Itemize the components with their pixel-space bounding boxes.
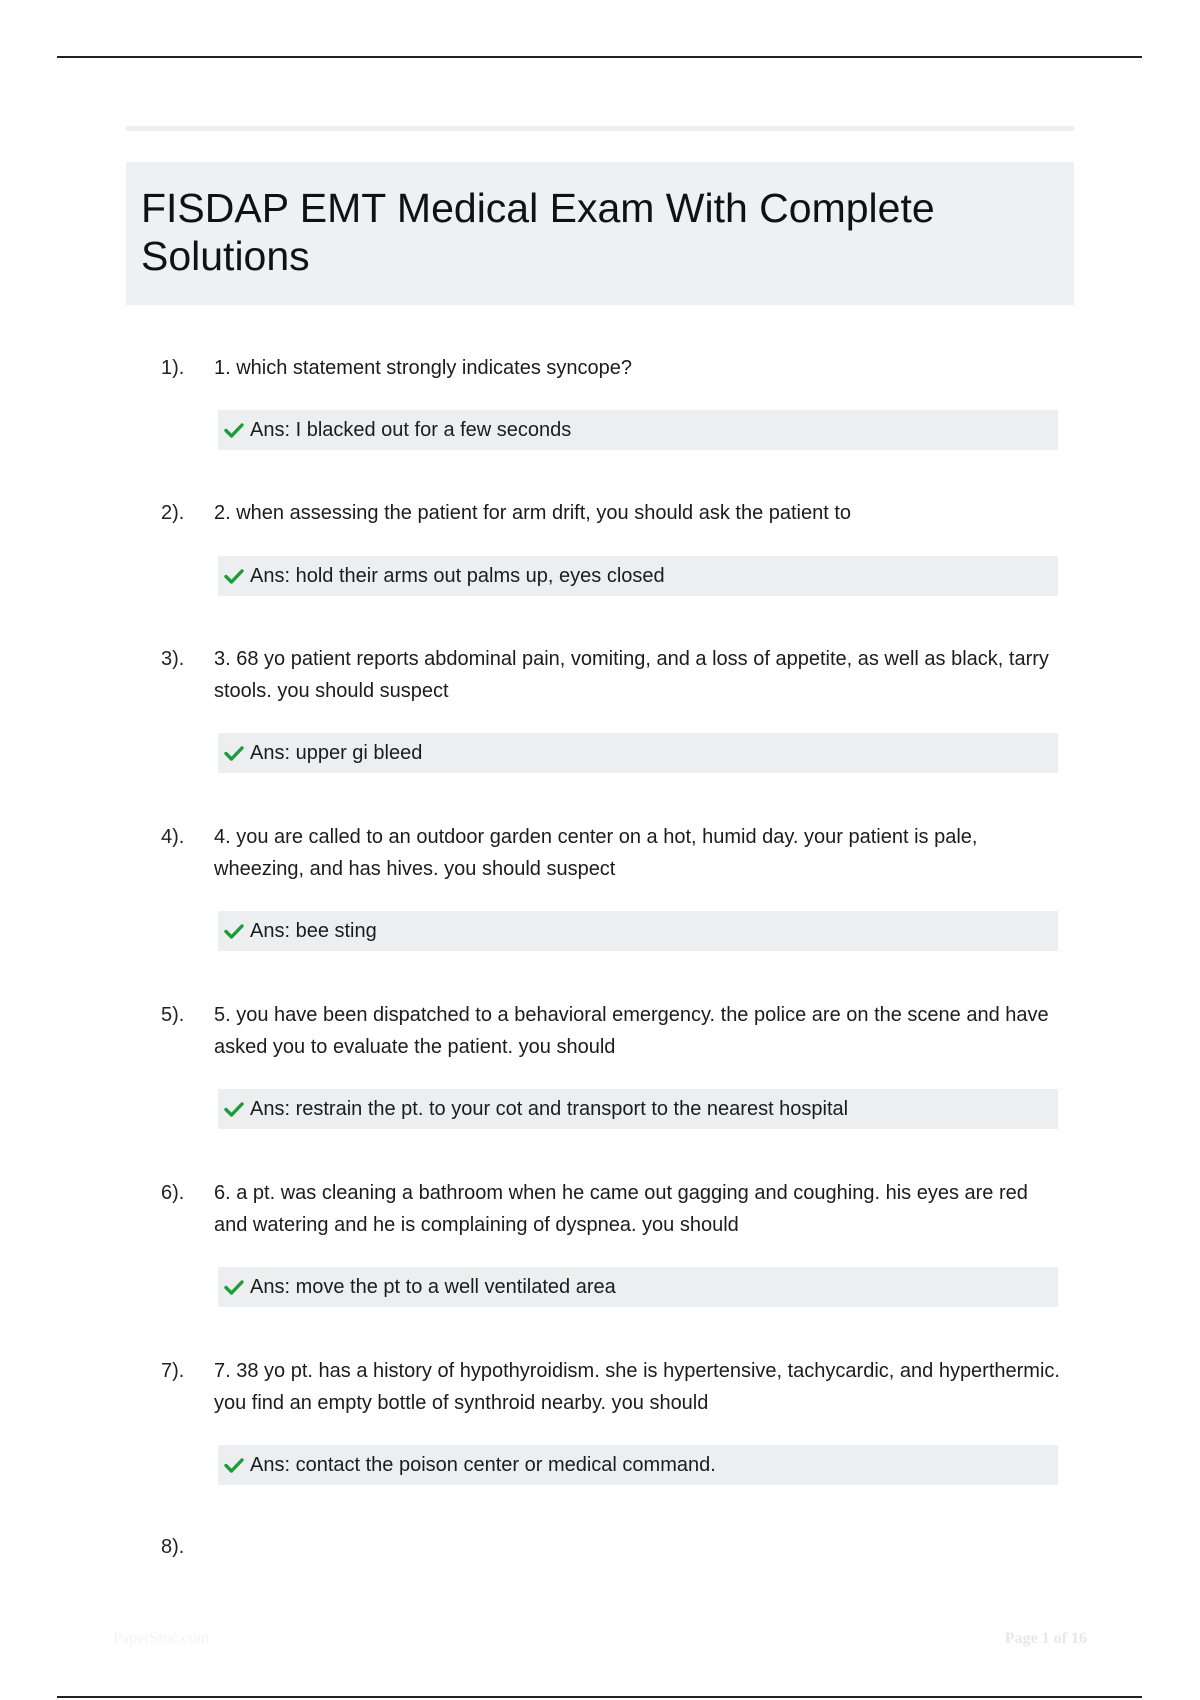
question-number: 4). [161,826,185,848]
question-text: 3. 68 yo patient reports abdominal pain, vomiting, and a loss of appetite, as well as black, tarry stools. you should suspect [214,648,1049,702]
answer-box [218,911,1058,951]
answer-text: Ans: move the pt to a well ventilated area [250,1275,616,1298]
page-indicator: Page 1 of 16 [1004,1630,1087,1647]
answer-box [218,1445,1058,1485]
bottom-page-rule [57,1696,1142,1698]
question-number: 3). [161,648,185,670]
footer-watermark: PaperStoc.com [113,1630,210,1647]
question-number: 6). [161,1182,185,1204]
check-icon [224,1099,244,1119]
answer-box [218,733,1058,773]
answer-text: Ans: I blacked out for a few seconds [250,418,572,441]
title-banner [126,162,1074,305]
question-number: 5). [161,1004,185,1026]
check-icon [224,1277,244,1297]
answer-text: Ans: restrain the pt. to your cot and transport to the nearest hospital [250,1097,849,1120]
check-icon [224,1455,244,1475]
question-text: 6. a pt. was cleaning a bathroom when he came out gagging and coughing. his eyes are red and watering and he is complaining of dyspnea. you should [214,1182,1028,1236]
top-page-rule [57,56,1142,58]
question-number: 2). [161,502,185,524]
answer-text: Ans: bee sting [250,919,377,942]
answer-text: Ans: contact the poison center or medical command. [250,1453,716,1476]
answer-box [218,1089,1058,1129]
check-icon [224,921,244,941]
question-text: 7. 38 yo pt. has a history of hypothyroidism. she is hypertensive, tachycardic, and hyperthermic. you find an empty bottle of synthroid nearby. you should [214,1360,1060,1414]
check-icon [224,420,244,440]
question-number: 7). [161,1360,185,1382]
check-icon [224,566,244,586]
check-icon [224,743,244,763]
header-divider [126,126,1074,131]
question-text: 4. you are called to an outdoor garden center on a hot, humid day. your patient is pale, wheezing, and has hives. you should suspect [214,826,978,880]
question-number: 8). [161,1536,185,1558]
answer-box [218,556,1058,596]
answer-box [218,1267,1058,1307]
answer-text: Ans: upper gi bleed [250,741,423,764]
question-text: 2. when assessing the patient for arm drift, you should ask the patient to [214,502,852,524]
question-text: 1. which statement strongly indicates syncope? [214,357,632,379]
page-title: FISDAP EMT Medical Exam With Complete Solutions [141,185,935,279]
question-text: 5. you have been dispatched to a behavioral emergency. the police are on the scene and have asked you to evaluate the patient. you should [214,1004,1049,1058]
answer-text: Ans: hold their arms out palms up, eyes closed [250,564,665,587]
answer-box [218,410,1058,450]
question-number: 1). [161,357,185,379]
